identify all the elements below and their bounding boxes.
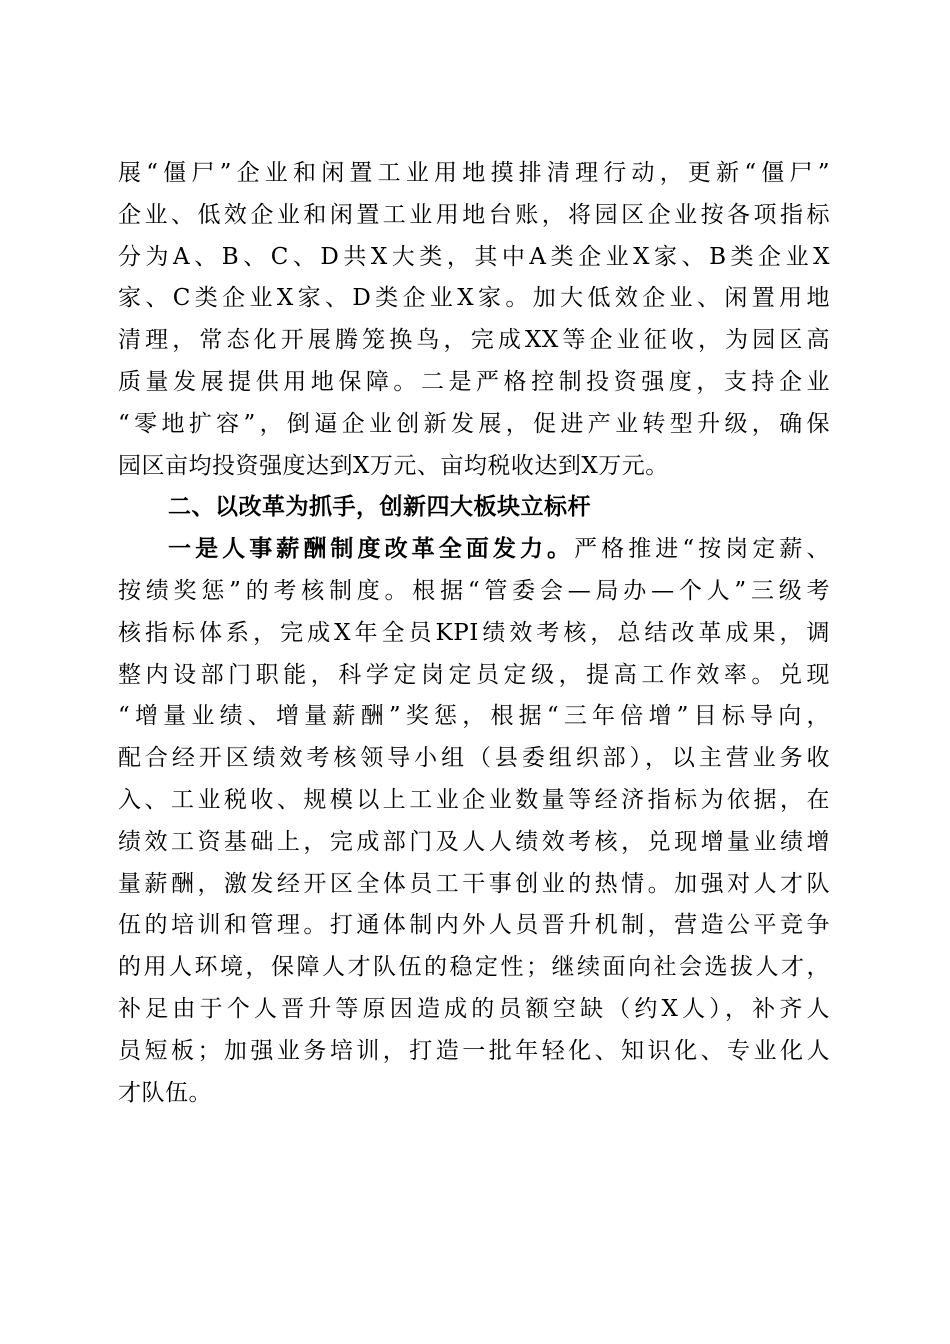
paragraph-line: 才队伍。: [118, 1079, 212, 1106]
section-heading: 二、以改革为抓手，创新四大板块立标杆: [168, 494, 591, 521]
paragraph-line: 绩效工资基础上，完成部门及人人绩效考核，兑现增量业绩增: [118, 828, 830, 855]
paragraph-line: 清理，常态化开展腾笼换鸟，完成XX等企业征收，为园区高: [118, 327, 830, 354]
paragraph-first-line-rest: 严格推进“按岗定薪、: [574, 536, 831, 563]
paragraph-line: 入、工业税收、规模以上工业企业数量等经济指标为依据，在: [118, 786, 830, 813]
paragraph-2: [118, 529, 830, 1114]
paragraph-line: 核指标体系，完成X年全员KPI绩效考核，总结改革成果，调: [118, 619, 830, 646]
paragraph-line: “增量业绩、增量薪酬”奖惩，根据“三年倍增”目标导向，: [118, 703, 830, 730]
paragraph-line: 的用人环境，保障人才队伍的稳定性；继续面向社会选拔人才，: [118, 954, 830, 981]
paragraph-line: 分为A、B、C、D共X大类，其中A类企业X家、B类企业X: [118, 243, 830, 270]
paragraph-line: 伍的培训和管理。打通体制内外人员晋升机制，营造公平竞争: [118, 912, 830, 939]
paragraph-line: 量薪酬，激发经开区全体员工干事创业的热情。加强对人才队: [118, 870, 830, 897]
paragraph-line: 补足由于个人晋升等原因造成的员额空缺（约X人），补齐人: [118, 995, 830, 1022]
paragraph-line: 家、C类企业X家、D类企业X家。加大低效企业、闲置用地: [118, 285, 830, 312]
paragraph-line: 整内设部门职能，科学定岗定员定级，提高工作效率。兑现: [118, 661, 830, 688]
paragraph-line: 园区亩均投资强度达到X万元、亩均税收达到X万元。: [118, 452, 669, 479]
document-body: [118, 153, 830, 1114]
paragraph-line: 企业、低效企业和闲置工业用地台账，将园区企业按各项指标: [118, 201, 830, 228]
paragraph-line: 质量发展提供用地保障。二是严格控制投资强度，支持企业: [118, 368, 830, 395]
paragraph-1: [118, 153, 830, 487]
paragraph-line: 展“僵尸”企业和闲置工业用地摸排清理行动，更新“僵尸”: [118, 160, 830, 186]
paragraph-line: 按绩奖惩”的考核制度。根据“管委会—局办—个人”三级考: [118, 577, 830, 604]
paragraph-line: 员短板；加强业务培训，打造一批年轻化、知识化、专业化人: [118, 1037, 830, 1064]
paragraph-line: “零地扩容”，倒逼企业创新发展，促进产业转型升级，确保: [118, 410, 830, 437]
paragraph-line: 配合经开区绩效考核领导小组（县委组织部），以主营业务收: [118, 745, 830, 772]
paragraph-first-line: [118, 529, 830, 571]
paragraph-lead-bold: 一是人事薪酬制度改革全面发力。: [168, 536, 575, 563]
